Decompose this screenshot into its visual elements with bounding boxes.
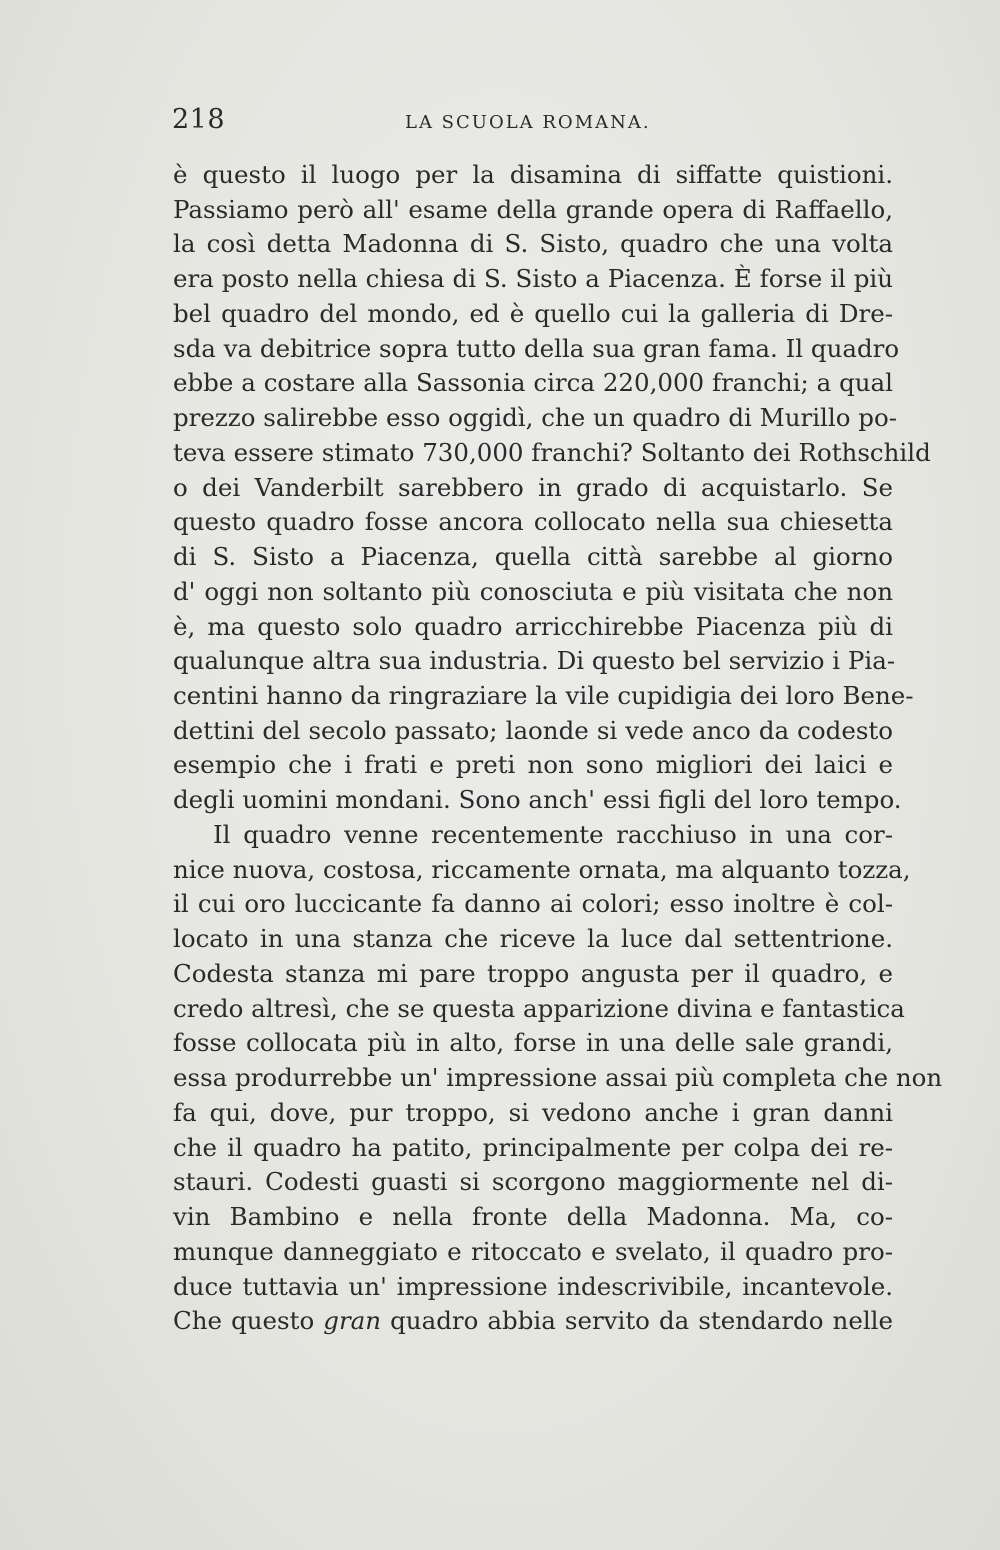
text-line: teva essere stimato 730,000 franchi? Soltanto dei Rothschild bbox=[173, 437, 931, 467]
text-line: ebbe a costare alla Sassonia circa 220,000 franchi; a qual bbox=[173, 368, 893, 398]
text-line: è, ma questo solo quadro arricchirebbe Piacenza più di bbox=[173, 611, 893, 641]
text-line: centini hanno da ringraziare la vile cupidigia dei loro Bene- bbox=[173, 681, 914, 711]
text-line: o dei Vanderbilt sarebbero in grado di acquistarlo. Se bbox=[173, 472, 893, 502]
text-line: è questo il luogo per la disamina di siffatte quistioni. bbox=[173, 160, 893, 189]
text-segment: quadro abbia servito da stendardo nelle bbox=[381, 1306, 893, 1336]
text-line: vin Bambino e nella fronte della Madonna. Ma, co- bbox=[173, 1202, 893, 1232]
italic-word: gran bbox=[323, 1306, 382, 1336]
text-line: dettini del secolo passato; laonde si vede anco da codesto bbox=[173, 715, 893, 745]
text-line: prezzo salirebbe esso oggidì, che un quadro di Murillo po- bbox=[173, 403, 897, 433]
text-line: Codesta stanza mi pare troppo angusta per il quadro, e bbox=[173, 958, 893, 988]
text-line: degli uomini mondani. Sono anch' essi figli del loro tempo. bbox=[173, 785, 902, 815]
running-title: LA SCUOLA ROMANA. bbox=[405, 112, 651, 133]
text-line-mixed bbox=[173, 1304, 893, 1339]
text-line: bel quadro del mondo, ed è quello cui la galleria di Dre- bbox=[173, 298, 893, 328]
text-line: fa qui, dove, pur troppo, si vedono anche i gran danni bbox=[173, 1097, 893, 1127]
text-line: Il quadro venne recentemente racchiuso in una cor- bbox=[213, 819, 893, 849]
page-header bbox=[172, 104, 892, 144]
text-line: questo quadro fosse ancora collocato nella sua chiesetta bbox=[173, 507, 893, 537]
text-line: essa produrrebbe un' impressione assai più completa che non bbox=[173, 1063, 943, 1093]
text-line: munque danneggiato e ritoccato e svelato, il quadro pro- bbox=[173, 1236, 893, 1266]
text-line: duce tuttavia un' impressione indescrivibile, incantevole. bbox=[173, 1271, 893, 1301]
text-line: nice nuova, costosa, riccamente ornata, ma alquanto tozza, bbox=[173, 854, 911, 884]
text-line: la così detta Madonna di S. Sisto, quadro che una volta bbox=[173, 229, 893, 259]
body-text bbox=[173, 158, 943, 1339]
text-line: era posto nella chiesa di S. Sisto a Piacenza. È forse il più bbox=[173, 264, 893, 294]
text-line: esempio che i frati e preti non sono migliori dei laici e bbox=[173, 750, 893, 780]
text-line: che il quadro ha patito, principalmente per colpa dei re- bbox=[173, 1132, 893, 1162]
text-segment: Che questo bbox=[173, 1306, 324, 1336]
text-line: di S. Sisto a Piacenza, quella città sarebbe al giorno bbox=[173, 542, 893, 572]
text-line: sda va debitrice sopra tutto della sua gran fama. Il quadro bbox=[173, 333, 900, 363]
text-line: locato in una stanza che riceve la luce dal settentrione. bbox=[173, 924, 893, 954]
text-line: il cui oro luccicante fa danno ai colori; esso inoltre è col- bbox=[173, 889, 893, 919]
page-number: 218 bbox=[172, 104, 226, 135]
text-line: fosse collocata più in alto, forse in una delle sale grandi, bbox=[173, 1028, 893, 1058]
text-line: stauri. Codesti guasti si scorgono maggiormente nel di- bbox=[173, 1167, 893, 1197]
text-line: d' oggi non soltanto più conosciuta e più visitata che non bbox=[173, 576, 893, 606]
text-line: Passiamo però all' esame della grande opera di Raffaello, bbox=[173, 194, 893, 224]
text-line: qualunque altra sua industria. Di questo bel servizio i Pia- bbox=[173, 646, 896, 676]
text-line: credo altresì, che se questa apparizione divina e fantastica bbox=[173, 993, 905, 1023]
